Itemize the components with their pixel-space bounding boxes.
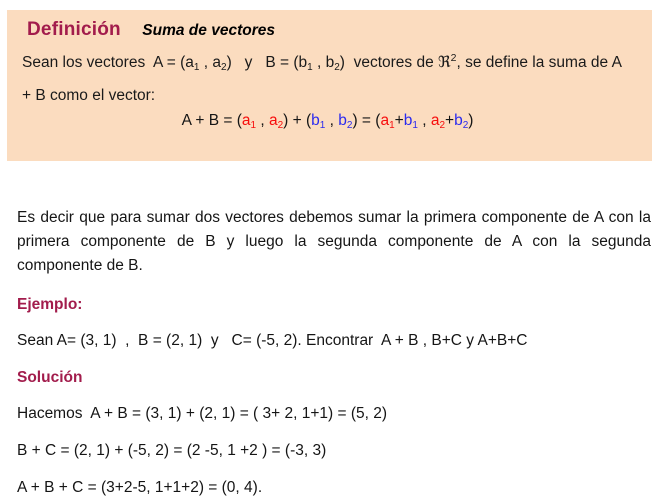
var-b1 [404, 112, 418, 129]
formula-segment: , [325, 112, 339, 129]
var-subscript: 1 [389, 120, 395, 131]
var-a2 [212, 54, 226, 71]
var-a2 [431, 112, 445, 129]
definition-subheading: Suma de vectores [142, 22, 275, 39]
var-base: b [454, 112, 463, 129]
ejemplo-label: Ejemplo: [17, 296, 83, 313]
body-segment: ) y B = ( [226, 54, 299, 71]
var-base: a [212, 54, 222, 71]
var-subscript: 1 [193, 62, 200, 73]
var-subscript: 2 [346, 120, 353, 131]
var-a2 [269, 112, 283, 129]
blackletter-r: ℜ [438, 53, 451, 71]
var-base: a [430, 112, 440, 129]
lesson-content [17, 161, 651, 498]
body-segment: , [199, 54, 213, 71]
definition-header [27, 19, 638, 41]
var-b1 [299, 54, 313, 71]
var-base: a [185, 54, 194, 71]
var-b1 [311, 112, 325, 129]
formula-segment: , [417, 112, 431, 129]
var-base: a [268, 112, 278, 129]
vector-sum-formula [17, 112, 638, 130]
var-a1 [380, 112, 394, 129]
var-a1 [185, 54, 199, 71]
var-subscript: 2 [462, 120, 469, 131]
solution-line-b-plus-c: B + C = (2, 1) + (-5, 2) = (2 -5, 1 +2 ) = (-3, 3) [17, 442, 327, 459]
var-b2 [338, 112, 352, 129]
var-subscript: 1 [319, 120, 326, 131]
definition-heading: Definición [27, 19, 121, 40]
var-base: b [298, 54, 308, 71]
var-a1 [242, 112, 256, 129]
var-base: b [325, 54, 335, 71]
var-subscript: 1 [307, 62, 313, 73]
var-base: b [311, 112, 320, 129]
solucion-label: Solución [17, 369, 83, 386]
formula-segment: A + B = ( [181, 112, 242, 129]
formula-segment: ) = ( [352, 112, 381, 129]
formula-segment: + [394, 112, 404, 129]
var-subscript: 2 [277, 120, 284, 131]
var-base: a [241, 112, 251, 129]
ejemplo-statement: Sean A= (3, 1) , B = (2, 1) y C= (-5, 2). Encontrar A + B , B+C y A+B+C [17, 332, 528, 349]
body-segment: Sean los vectores A = ( [22, 54, 186, 71]
var-subscript: 2 [439, 120, 446, 131]
formula-segment: + [445, 112, 455, 129]
explanation-paragraph: Es decir que para sumar dos vectores debemos sumar la primera componente de A con la primera componente de B y luego la segunda componente de A con la segunda componente de B. [17, 209, 651, 274]
solution-line-a-plus-b: Hacemos A + B = (3, 1) + (2, 1) = ( 3+ 2, 1+1) = (5, 2) [17, 405, 388, 422]
var-subscript: 2 [221, 62, 227, 73]
real-numbers-symbol [438, 54, 456, 71]
formula-segment: ) + ( [283, 112, 312, 129]
body-segment: + B como el vector: [22, 87, 156, 104]
body-segment: ) vectores de [339, 54, 439, 71]
formula-segment: , [256, 112, 269, 129]
var-subscript: 1 [412, 120, 418, 131]
body-segment: , [312, 54, 326, 71]
definition-body-text [22, 46, 638, 112]
var-subscript: 2 [334, 62, 340, 73]
formula-segment: ) [468, 112, 474, 129]
var-base: b [403, 112, 413, 129]
var-base: b [338, 112, 347, 129]
exponent: 2 [450, 52, 457, 64]
solution-line-a-b-c: A + B + C = (3+2-5, 1+1+2) = (0, 4). [17, 479, 263, 496]
var-base: a [380, 112, 390, 129]
var-b2 [326, 54, 340, 71]
var-subscript: 1 [250, 120, 257, 131]
definition-box [7, 10, 652, 161]
var-b2 [454, 112, 468, 129]
body-segment: , se define la suma de A [456, 54, 622, 71]
